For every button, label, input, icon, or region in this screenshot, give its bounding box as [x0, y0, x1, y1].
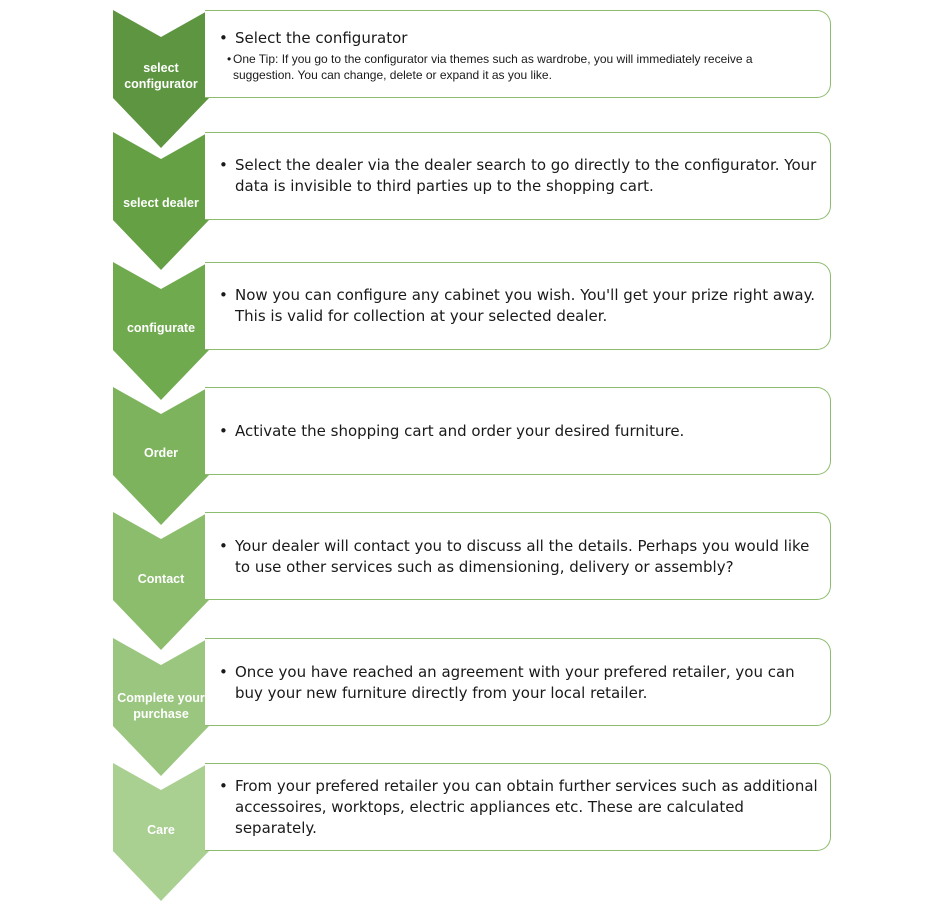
bullet-item [219, 662, 822, 704]
chevron-arrow-shape [113, 387, 209, 525]
step-card [205, 262, 831, 350]
step-card [205, 638, 831, 726]
sub-bullet-text: One Tip: If you go to the configurator via themes such as wardrobe, you will immediately receive a suggestion. You can change, delete or expand it as you like. [233, 52, 753, 82]
bullet-dot-icon: • [219, 663, 228, 681]
bullet-dot-icon: • [219, 156, 228, 174]
chevron-label: configurate [126, 321, 196, 335]
chevron-arrow-shape [113, 10, 209, 148]
chevron-label: select dealer [123, 196, 199, 210]
sub-bullet-item [227, 51, 814, 83]
chevron-label: Contact [137, 572, 185, 586]
bullet-item [219, 285, 822, 327]
chevron-label: Complete your purchase [117, 691, 205, 721]
bullet-text: Select the dealer via the dealer search to go directly to the configurator. Your data is invisible to third parties up to the shopping cart. [235, 156, 817, 195]
bullet-text: Select the configurator [235, 29, 408, 47]
step-card [205, 132, 831, 220]
bullet-text: Once you have reached an agreement with your prefered retailer, you can buy your new furniture directly from your local retailer. [235, 663, 795, 702]
chevron-arrow-shape [113, 638, 209, 776]
chevron-arrow-shape [113, 262, 209, 400]
chevron-arrow-shape [113, 132, 209, 270]
bullet-item [219, 155, 822, 197]
bullet-item [219, 776, 822, 839]
chevron-arrow-shape [113, 763, 209, 901]
chevron-label: select configurator [124, 61, 198, 91]
step-card [205, 387, 831, 475]
bullet-text: From your prefered retailer you can obtain further services such as additional accessoires, worktops, electric appliances etc. These are calculated separately. [235, 777, 818, 837]
bullet-dot-icon: • [219, 422, 228, 440]
step-card [205, 10, 831, 98]
bullet-item [219, 536, 822, 578]
bullet-text: Your dealer will contact you to discuss all the details. Perhaps you would like to use other services such as dimensioning, delivery or assembly? [235, 537, 810, 576]
bullet-item [219, 421, 822, 442]
step-card [205, 763, 831, 851]
chevron-arrow-shape [113, 512, 209, 650]
step-card [205, 512, 831, 600]
bullet-dot-icon: • [219, 537, 228, 555]
chevron-label: Care [147, 823, 175, 837]
chevron-label: Order [143, 446, 179, 460]
sub-bullet-dot-icon: • [227, 52, 232, 66]
bullet-item [219, 28, 822, 49]
bullet-dot-icon: • [219, 777, 228, 795]
bullet-text: Activate the shopping cart and order your desired furniture. [235, 422, 685, 440]
bullet-text: Now you can configure any cabinet you wish. You'll get your prize right away. This is valid for collection at your selected dealer. [235, 286, 816, 325]
bullet-dot-icon: • [219, 29, 228, 47]
bullet-dot-icon: • [219, 286, 228, 304]
